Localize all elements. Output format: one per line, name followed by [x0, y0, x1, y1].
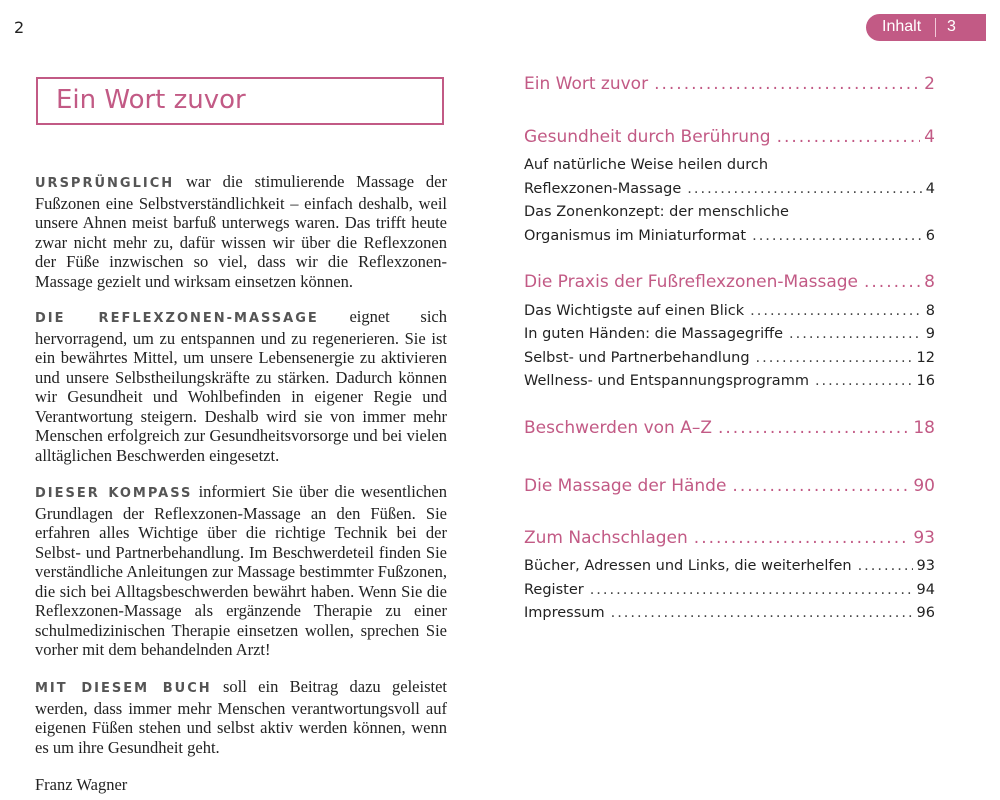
- signature: Franz Wagner: [35, 775, 128, 794]
- intro-paragraph-4: [35, 677, 447, 757]
- intro-title: Ein Wort zuvor: [56, 85, 246, 115]
- toc-entry[interactable]: Impressum ..... 96: [524, 605, 935, 621]
- paragraph-text: informiert Sie über die wesentlichen Grundlagen der Reflexzonen-Massage an den Füßen. Sie erfahren alles Wichtige über die richtige Technik bei der Selbst- und Partnerbehandlung. Im Beschwerdeteil finden Sie verständliche Anleitungen zur Massage bestimmter Fußzonen, die sich bei Alltagsbeschwerden bewährt haben. Wenn Sie die Reflexzonen-Massage als ergänzende Therapie zu einer schulmedizinischen Therapie einsetzen wollen, sprechen Sie vorher mit dem behandelnden Arzt!: [35, 482, 447, 659]
- left-page-number: 2: [14, 18, 25, 37]
- section-tab-label: Inhalt: [882, 18, 922, 35]
- paragraph-text: war die stimulierende Massage der Fußzonen eine Selbstverständlichkeit – einfach deshalb, weil unsere Ahnen meist barfuß unterwegs waren. Das trifft heute zwar nicht mehr zu, dafür wissen wir über die Reflexzonen der Füße inzwischen so viel, dass wir die Reflexzonen-Massage gezielt und wirksam einsetzen können.: [35, 172, 447, 291]
- toc-entry[interactable]: Bücher, Adressen und Links, die weiterhelfen ..... 93: [524, 558, 935, 574]
- toc-chapter[interactable]: Gesundheit durch Berührung ..... 4: [524, 127, 935, 147]
- paragraph-lead: DIESER KOMPASS: [35, 486, 193, 501]
- intro-paragraph-2: [35, 307, 447, 465]
- toc-entry[interactable]: Wellness- und Entspannungsprogramm ..... 16: [524, 373, 935, 389]
- toc-chapter[interactable]: Die Praxis der Fußreflexzonen-Massage ..... 8: [524, 272, 935, 292]
- section-tab-divider: [935, 18, 936, 37]
- toc-chapter[interactable]: Zum Nachschlagen ..... 93: [524, 528, 935, 548]
- paragraph-lead: URSPRÜNGLICH: [35, 176, 175, 191]
- toc-entry[interactable]: In guten Händen: die Massagegriffe ..... 9: [524, 326, 935, 342]
- section-tab: [866, 14, 986, 41]
- toc-entry[interactable]: Register ..... 94: [524, 582, 935, 598]
- toc-chapter[interactable]: Die Massage der Hände ..... 90: [524, 476, 935, 496]
- toc-chapter[interactable]: Ein Wort zuvor ..... 2: [524, 74, 935, 94]
- right-page-number: 3: [947, 18, 956, 35]
- toc-chapter[interactable]: Beschwerden von A–Z ..... 18: [524, 418, 935, 438]
- toc-entry[interactable]: Das Wichtigste auf einen Blick ..... 8: [524, 303, 935, 319]
- toc-entry[interactable]: Selbst- und Partnerbehandlung ..... 12: [524, 350, 935, 366]
- paragraph-text: eignet sich hervorragend, um zu entspannen und zu regenerieren. Sie ist ein bewährtes Mittel, um unsere Lebensenergie zu aktivieren und unsere Selbstheilungskräfte zu stärken. Dadurch können wir Gesundheit und Wohlbefinden in eigener Regie und Verantwortung steigern. Deshalb wird sie von immer mehr Menschen erfolgreich zur Gesundheitsvorsorge und bei vielen alltäglichen Beschwerden eingesetzt.: [35, 307, 447, 465]
- paragraph-text: soll ein Beitrag dazu geleistet werden, dass immer mehr Menschen verantwortungsvoll auf eigenen Füßen stehen und selbst aktiv werden können, wenn es um ihre Gesundheit geht.: [35, 677, 447, 757]
- toc-entry[interactable]: Reflexzonen-Massage ..... 4: [524, 181, 935, 197]
- toc-entry-line: Das Zonenkonzept: der menschliche: [524, 204, 789, 220]
- intro-paragraph-1: [35, 172, 447, 291]
- toc-entry[interactable]: Organismus im Miniaturformat ..... 6: [524, 228, 935, 244]
- paragraph-lead: DIE REFLEXZONEN-MASSAGE: [35, 311, 319, 326]
- toc-entry-line: Auf natürliche Weise heilen durch: [524, 157, 769, 173]
- intro-title-box: [36, 77, 444, 125]
- intro-paragraph-3: [35, 482, 447, 660]
- paragraph-lead: MIT DIESEM BUCH: [35, 681, 212, 696]
